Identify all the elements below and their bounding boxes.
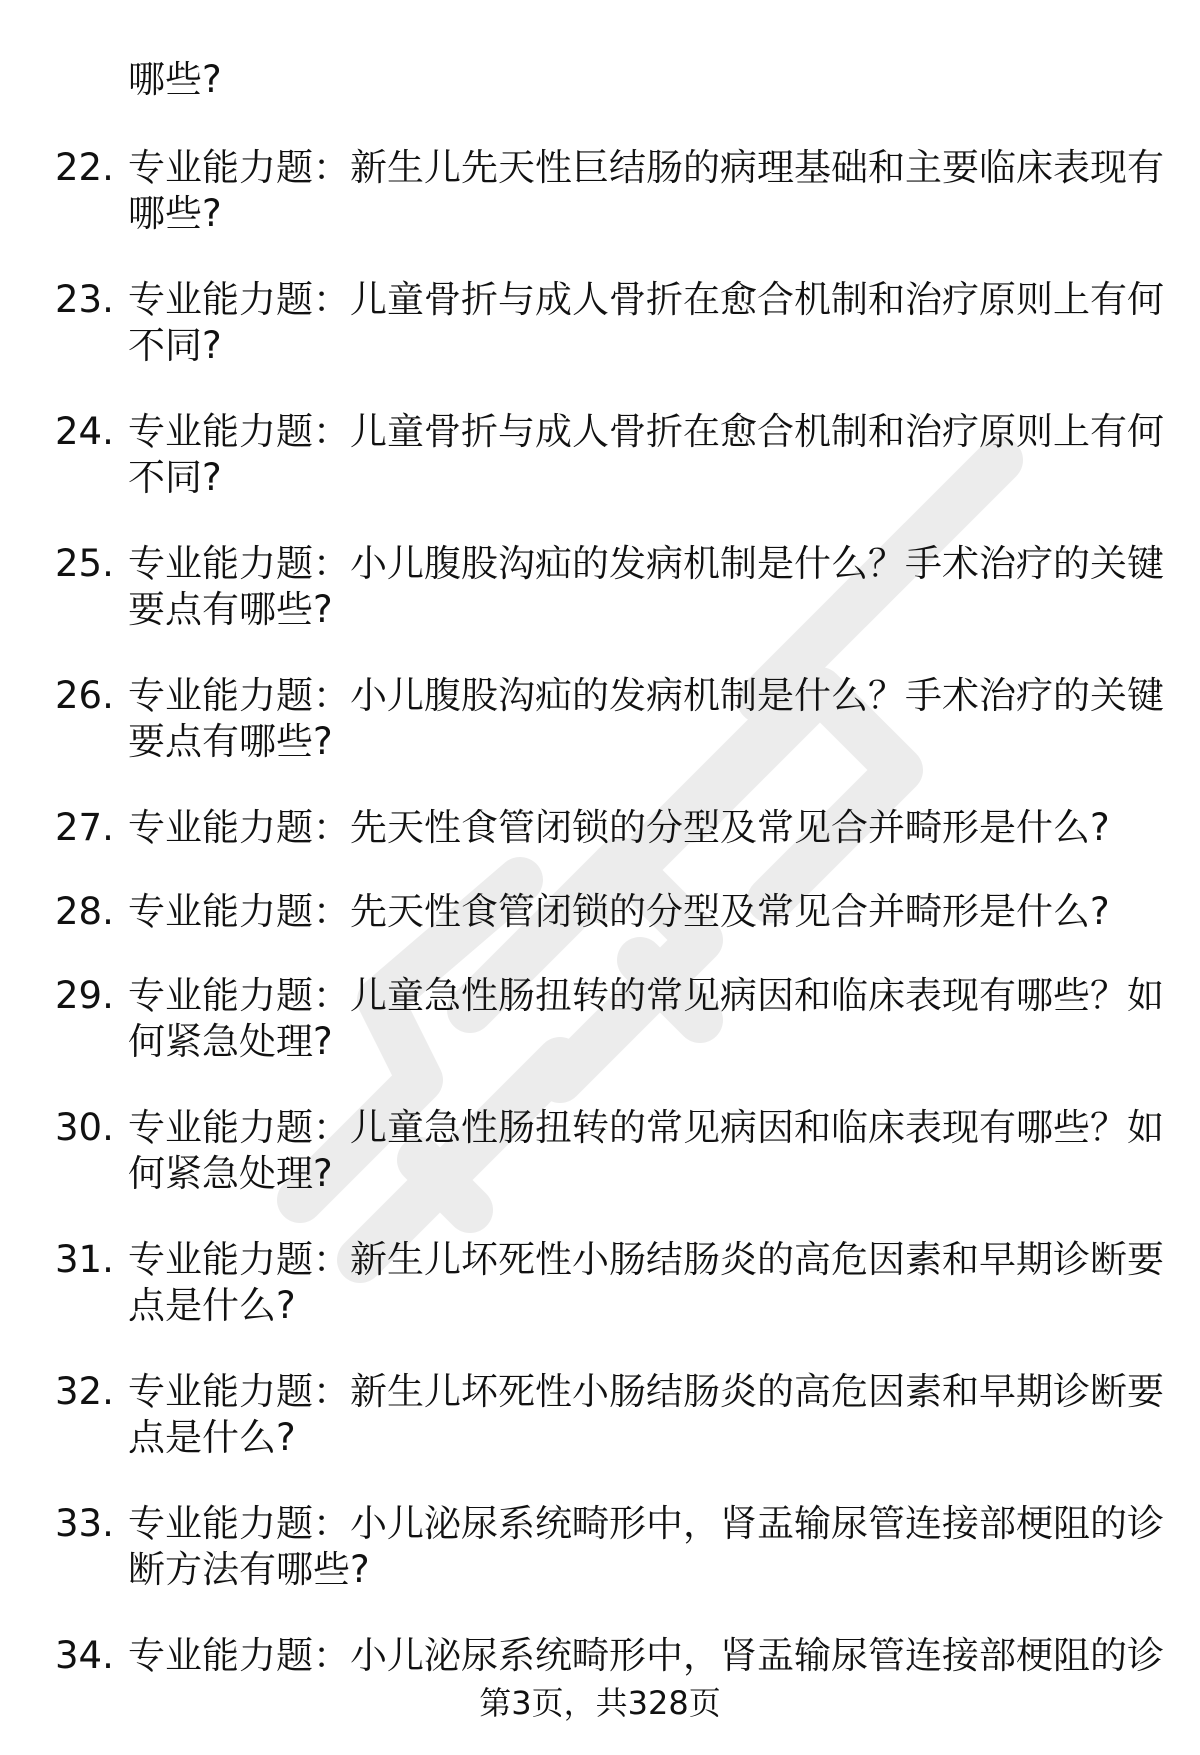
item-number: 31. [55, 1238, 114, 1281]
item-text-line1: 专业能力题：小儿腹股沟疝的发病机制是什么？手术治疗的关键 [128, 542, 1164, 585]
item-number: 30. [55, 1106, 114, 1149]
item-number: 27. [55, 806, 114, 849]
item-text-line2: 要点有哪些? [128, 720, 333, 763]
item-text-line2: 何紧急处理? [128, 1020, 333, 1063]
page-footer: 第3页，共328页 [479, 1684, 721, 1722]
item-number: 34. [55, 1634, 114, 1677]
item-number: 32. [55, 1370, 114, 1413]
item-text-line1: 专业能力题：儿童急性肠扭转的常见病因和临床表现有哪些？如 [128, 974, 1164, 1017]
item-text-line1: 专业能力题：先天性食管闭锁的分型及常见合并畸形是什么? [128, 806, 1110, 849]
item-text-line2: 哪些? [128, 192, 222, 235]
item-text-line2: 点是什么? [128, 1416, 296, 1459]
item-text-line2: 不同? [128, 456, 222, 499]
item-number: 25. [55, 542, 114, 585]
item-text-line2: 点是什么? [128, 1284, 296, 1327]
item-text-line2: 何紧急处理? [128, 1152, 333, 1195]
item-text-line2: 要点有哪些? [128, 588, 333, 631]
item-text-line1: 专业能力题：儿童骨折与成人骨折在愈合机制和治疗原则上有何 [128, 410, 1164, 453]
item-text-line1: 专业能力题：新生儿坏死性小肠结肠炎的高危因素和早期诊断要 [128, 1238, 1164, 1281]
item-text-line1: 专业能力题：儿童急性肠扭转的常见病因和临床表现有哪些？如 [128, 1106, 1164, 1149]
item-number: 33. [55, 1502, 114, 1545]
item-text-line1: 专业能力题：新生儿坏死性小肠结肠炎的高危因素和早期诊断要 [128, 1370, 1164, 1413]
item-text-line1: 专业能力题：新生儿先天性巨结肠的病理基础和主要临床表现有 [128, 146, 1164, 189]
item-number: 26. [55, 674, 114, 717]
item-text-line1: 专业能力题：小儿泌尿系统畸形中，肾盂输尿管连接部梗阻的诊 [128, 1634, 1164, 1677]
item-text-line1: 专业能力题：小儿泌尿系统畸形中，肾盂输尿管连接部梗阻的诊 [128, 1502, 1164, 1545]
item-text-line2: 不同? [128, 324, 222, 367]
item-number: 23. [55, 278, 114, 321]
item-text-line2: 断方法有哪些? [128, 1548, 370, 1591]
item-text-line1: 专业能力题：小儿腹股沟疝的发病机制是什么？手术治疗的关键 [128, 674, 1164, 717]
continuation-text: 哪些? [128, 58, 222, 101]
item-text-line1: 专业能力题：先天性食管闭锁的分型及常见合并畸形是什么? [128, 890, 1110, 933]
item-number: 24. [55, 410, 114, 453]
item-number: 22. [55, 146, 114, 189]
item-number: 29. [55, 974, 114, 1017]
item-number: 28. [55, 890, 114, 933]
item-text-line1: 专业能力题：儿童骨折与成人骨折在愈合机制和治疗原则上有何 [128, 278, 1164, 321]
